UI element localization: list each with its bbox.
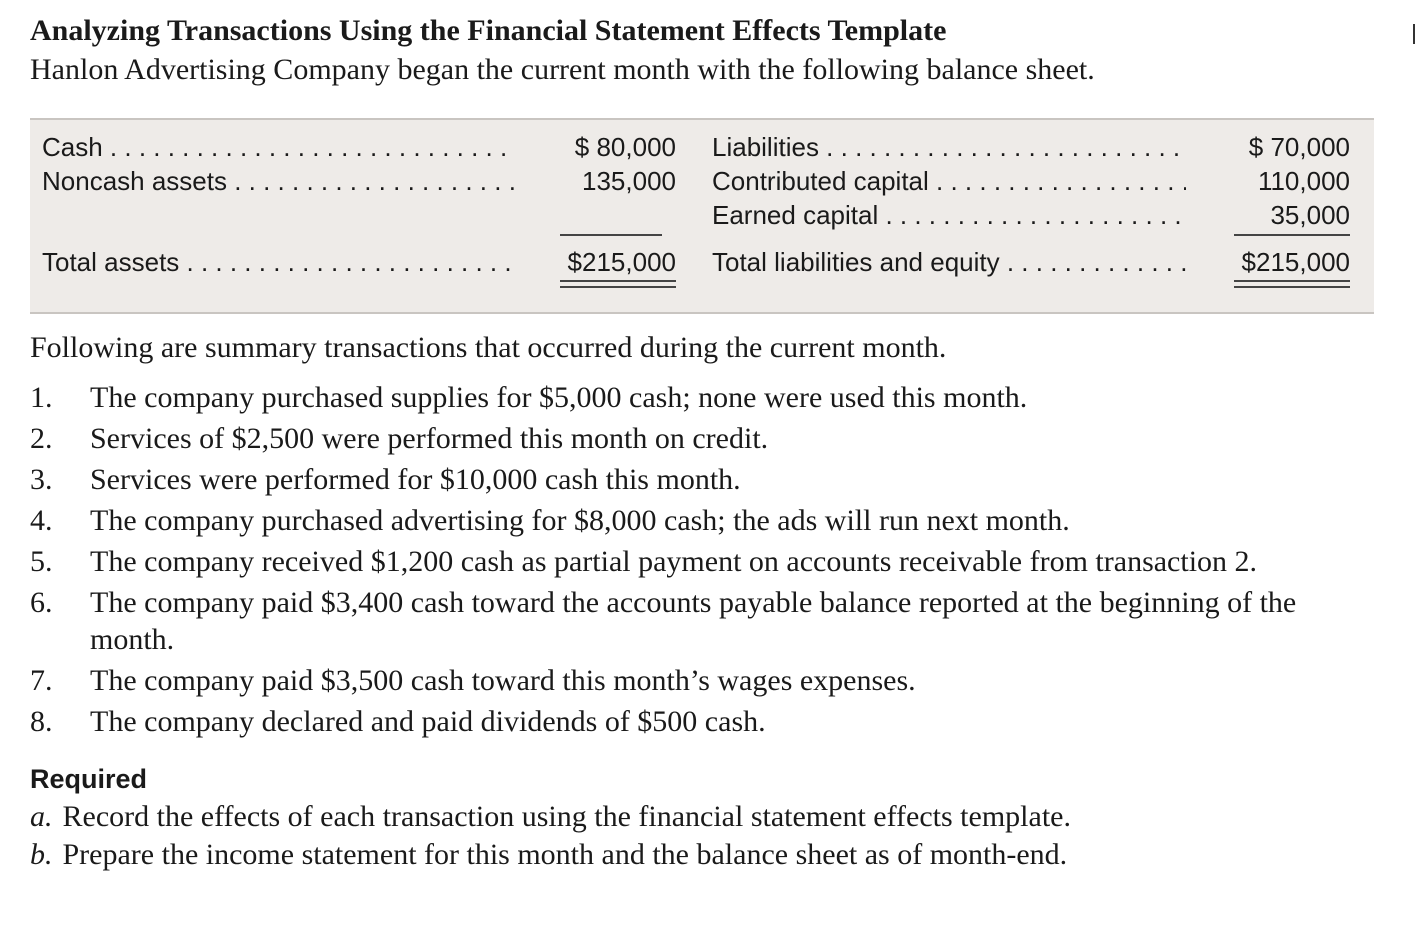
total-assets-label: Total assets . . . <box>42 245 516 279</box>
list-item <box>30 420 1380 457</box>
earned-capital-label: Earned capital . . . <box>712 198 1186 232</box>
contributed-capital-label: Contributed capital . . . <box>712 164 1186 198</box>
cash-amount: $ 80,000 <box>574 132 676 162</box>
transaction-list <box>30 379 1380 744</box>
list-item <box>30 461 1380 498</box>
list-item <box>30 584 1380 658</box>
item-text: The company paid $3,400 cash toward the accounts payable balance reported at the beginning of the month. <box>90 586 1297 656</box>
total-assets-double-rule-top <box>560 280 676 282</box>
item-number: 3. <box>30 463 53 496</box>
item-text: Services were performed for $10,000 cash this month. <box>90 463 741 496</box>
text-cursor-mark <box>1413 24 1415 44</box>
liabilities-amount: $ 70,000 <box>1248 132 1350 162</box>
item-text: The company received $1,200 cash as partial payment on accounts receivable from transaction 2. <box>90 545 1258 578</box>
item-number: 1. <box>30 381 53 414</box>
required-item-a <box>30 800 1071 834</box>
item-text: The company purchased supplies for $5,000 cash; none were used this month. <box>90 381 1028 414</box>
intro-text: Hanlon Advertising Company began the current month with the following balance sheet. <box>30 53 1095 86</box>
item-number: 8. <box>30 705 53 738</box>
required-text: Record the effects of each transaction using the financial statement effects template. <box>62 800 1071 833</box>
transactions-intro: Following are summary transactions that occurred during the current month. <box>30 331 947 364</box>
item-text: The company declared and paid dividends of $500 cash. <box>90 705 766 738</box>
list-item <box>30 662 1380 699</box>
list-item <box>30 703 1380 740</box>
total-assets-double-rule-bottom <box>560 286 676 288</box>
required-item-b <box>30 838 1067 872</box>
list-item <box>30 502 1380 539</box>
contributed-capital-amount: 110,000 <box>1257 166 1350 196</box>
item-number: 6. <box>30 586 53 619</box>
item-text: The company purchased advertising for $8,000 cash; the ads will run next month. <box>90 504 1070 537</box>
list-item <box>30 543 1380 580</box>
required-letter: b. <box>30 838 53 871</box>
assets-subtotal-rule <box>560 234 662 236</box>
total-le-double-rule-top <box>1234 280 1350 282</box>
page-title: Analyzing Transactions Using the Financial Statement Effects Template <box>30 14 947 47</box>
total-liabilities-equity-amount: $215,000 <box>1241 247 1350 277</box>
item-number: 2. <box>30 422 53 455</box>
noncash-assets-amount: 135,000 <box>582 166 676 196</box>
item-text: Services of $2,500 were performed this month on credit. <box>90 422 769 455</box>
item-text: The company paid $3,500 cash toward this month’s wages expenses. <box>90 664 916 697</box>
item-number: 7. <box>30 664 53 697</box>
item-number: 5. <box>30 545 53 578</box>
required-letter: a. <box>30 800 53 833</box>
required-text: Prepare the income statement for this month and the balance sheet as of month-end. <box>62 838 1068 871</box>
liabilities-subtotal-rule <box>1234 234 1350 236</box>
liabilities-label: Liabilities . . . <box>712 130 1186 164</box>
balance-sheet <box>30 118 1374 314</box>
cash-label: Cash . . . <box>42 130 516 164</box>
total-le-double-rule-bottom <box>1234 286 1350 288</box>
earned-capital-amount: 35,000 <box>1270 200 1350 230</box>
total-assets-amount: $215,000 <box>567 247 676 277</box>
item-number: 4. <box>30 504 53 537</box>
total-liabilities-equity-label: Total liabilities and equity . . . <box>712 245 1186 279</box>
required-heading: Required <box>30 764 148 794</box>
list-item <box>30 379 1380 416</box>
noncash-assets-label: Noncash assets . . . <box>42 164 516 198</box>
